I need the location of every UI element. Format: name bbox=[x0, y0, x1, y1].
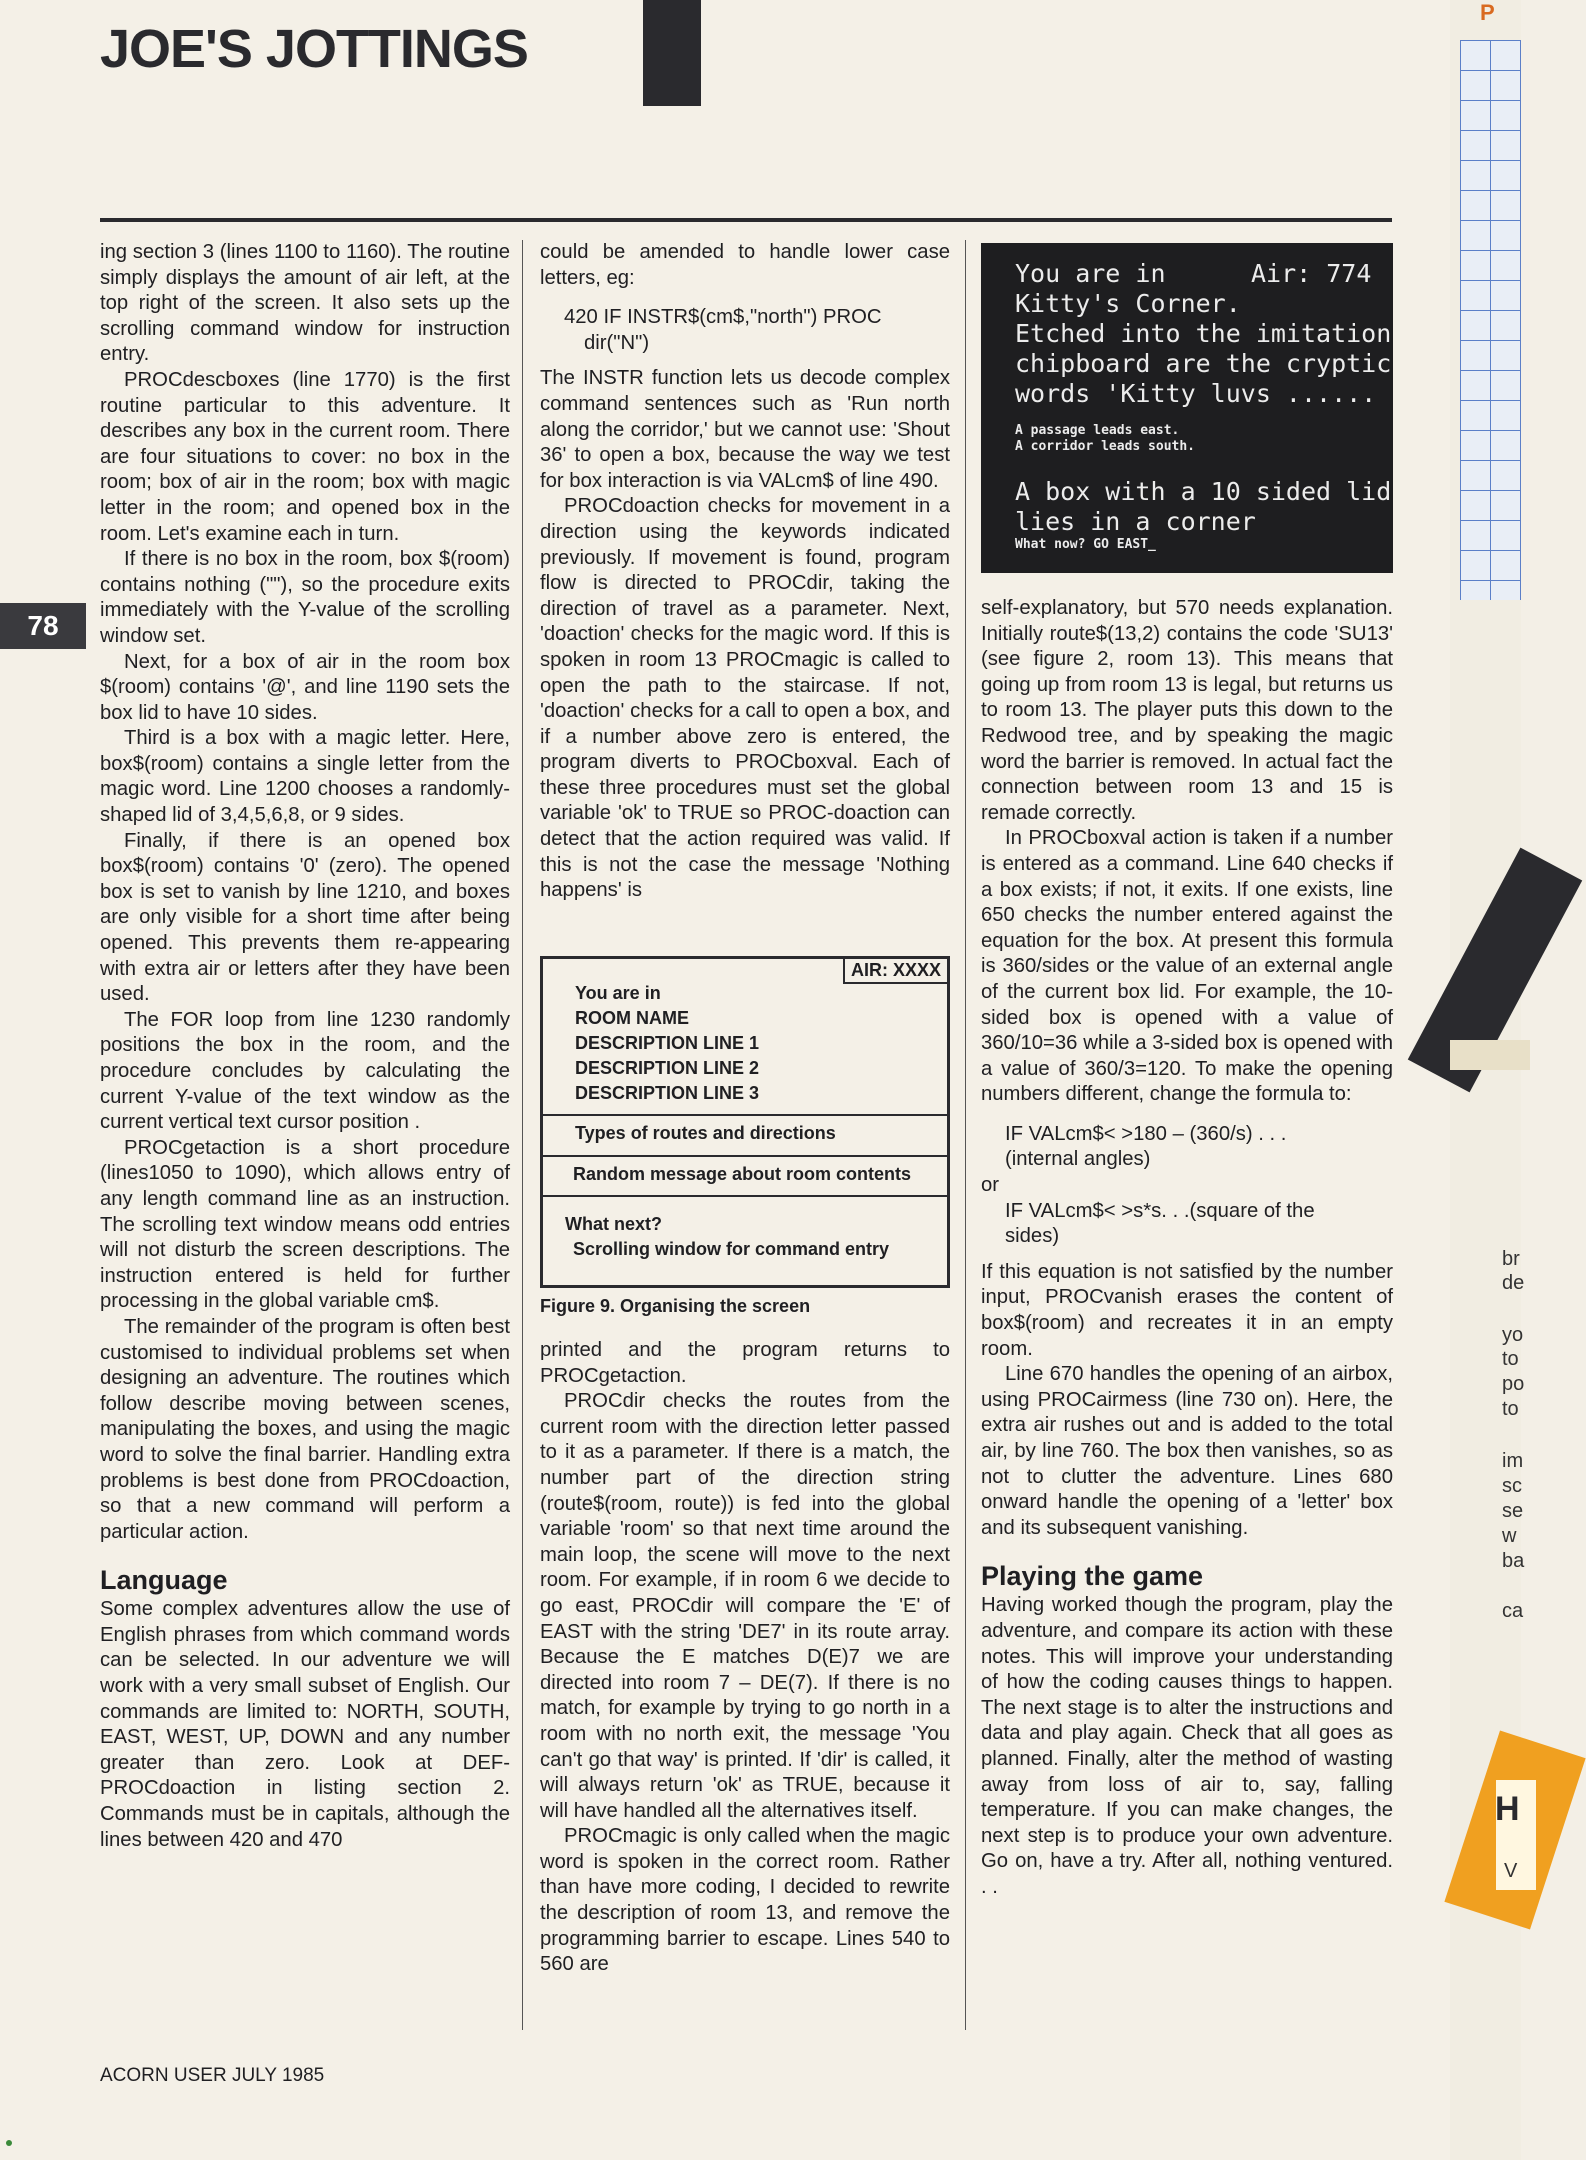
figure-divider bbox=[543, 1114, 947, 1116]
paragraph: In PROCboxval action is taken if a number is entered as a command. Line 640 checks if a box exists; if not, it exits. If one exists, line 650 checks the number entered against the equation for the box. At present this formula is 360/sides or the value of an external angle of the current box lid. For example, the 10-sided box is opened with a value of 360/10=36 while a 3-sided box is opened with a value of 360/3=120. To make the opening numbers different, change the formula to: bbox=[981, 827, 1393, 1106]
paragraph: The INSTR function lets us decode complex command sentences such as 'Run north along the corridor,' but we cannot use: 'Shout 36' to open a box, because the way we test for box interaction is via VALcm$ of line 490. bbox=[540, 367, 950, 492]
decorative-shape bbox=[1450, 1040, 1530, 1070]
paragraph: PROCdescboxes (line 1770) is the first routine particular to this adventure. It describes any box in the current room. There are four situations to cover: no box in the room; box of air in the room; box with magic letter in the room; and opened box in the room. Let's examine each in turn. bbox=[100, 368, 510, 545]
figure-caption: Figure 9. Organising the screen bbox=[540, 1296, 811, 1316]
facing-page-edge bbox=[1450, 0, 1525, 2160]
code-or: or bbox=[981, 1174, 1000, 1197]
paragraph: PROCdir checks the routes from the current room with the direction letter passed to it as a parameter. If there is a match, the number part of the direction string (route$(room, route)) is fed into the global variable 'room' so that next time around the main loop, the scene will move to the next room. For example, if in room 6 we decide to go east, PROCdir will compare the 'E' of EAST with the string 'DE7' in its route array. Because the E matches D(E)7 we are directed into room 7 – DE(7). If there is no match, for example by trying to go north in a room with no north exit, the message 'You can't go that way' is printed. If 'dir' is called, it will always return 'ok' as TRUE, because it will have handled all the alternatives itself. bbox=[540, 1390, 950, 1822]
paragraph: Third is a box with a magic letter. Here, box$(room) contains a single letter from the magic word. Line 1200 chooses a randomly-shaped lid of 3,4,5,6,8, or 9 sides. bbox=[100, 727, 510, 827]
paragraph: Some complex adventures allow the use of English phrases from which command words can be selected. In our adventure we will work with a very small subset of English. Our commands are limited to: NORTH, SOUTH, EAST, WEST, UP, DOWN and any number greater than zero. Look at DEF-PROCdoaction in listing section 2. Commands must be in capitals, although the lines between 420 and 470 bbox=[100, 1598, 510, 1851]
figure-line: What next? bbox=[565, 1214, 662, 1234]
screen-line: words 'Kitty luvs ...... bbox=[1015, 379, 1377, 408]
figure-line: DESCRIPTION LINE 3 bbox=[575, 1083, 760, 1103]
header-rule bbox=[100, 218, 1392, 222]
column-2-bottom bbox=[540, 1338, 950, 1978]
air-indicator: AIR: XXXX bbox=[843, 959, 947, 984]
footer: ACORN USER JULY 1985 bbox=[100, 2065, 325, 2086]
screen-prompt: What now? GO EAST_ bbox=[1015, 537, 1156, 552]
edge-letter: H bbox=[1495, 1790, 1520, 1828]
code-line: sides) bbox=[1005, 1225, 1060, 1248]
figure-line: Random message about room contents bbox=[573, 1164, 912, 1184]
figure-line: DESCRIPTION LINE 1 bbox=[575, 1033, 760, 1053]
code-line: (internal angles) bbox=[1005, 1148, 1151, 1171]
screen-line: A corridor leads south. bbox=[1015, 439, 1196, 454]
text-fragment: im bbox=[1502, 1450, 1524, 1472]
column-3 bbox=[981, 596, 1393, 1901]
code-line: dir("N") bbox=[584, 331, 650, 354]
figure-divider bbox=[543, 1195, 947, 1197]
paragraph: Having worked though the program, play the adventure, and compare its action with these notes. This will improve your understanding of how the coding causes things to happen. The next stage is to alter the instructions and data and play again. Check that all goes as planned. Finally, alter the method of wasting away from loss of air to, say, falling temperature. If you can make changes, the next step is to produce your own adventure. Go on, have a try. After all, nothing ventured. . . bbox=[981, 1594, 1393, 1898]
screen-layout-figure bbox=[540, 956, 950, 1288]
page-title: JOE'S JOTTINGS bbox=[100, 19, 528, 79]
text-fragment: po bbox=[1502, 1373, 1525, 1395]
screen-line: A box with a 10 sided lid bbox=[1015, 477, 1392, 506]
page-number: 78 bbox=[0, 603, 86, 649]
paragraph: Line 670 handles the opening of an airbox, using PROCairmess (line 730 on). Here, the extra air rushes out and is added to the total air, by line 760. The box then vanishes, so as not to clutter the adventure. Lines 680 onward handle the opening of a 'letter' box and its subsequent vanishing. bbox=[981, 1363, 1393, 1539]
figure-divider bbox=[543, 1155, 947, 1157]
paragraph: printed and the program returns to PROCgetaction. bbox=[540, 1339, 950, 1387]
screen-line: A passage leads east. bbox=[1015, 423, 1180, 438]
paragraph: The remainder of the program is often best customised to individual problems set when designing an adventure. The routines which follow describe moving between scenes, manipulating the boxes, and using the magic word to solve the final barrier. Handling extra problems is best done from PROCdoaction, so that a new command will perform a particular action. bbox=[100, 1315, 510, 1543]
figure-line: You are in bbox=[575, 983, 661, 1003]
figure-line: DESCRIPTION LINE 2 bbox=[575, 1058, 760, 1078]
paragraph: PROCdoaction checks for movement in a direction using the keywords indicated previously. If movement is found, program flow is directed to PROCdir, taking the direction of travel as a parameter. Next, 'doaction' checks for the magic word. If this is spoken in room 13 PROCmagic is called to open the path to the staircase. If not, 'doaction' checks for a call to open a box, and if a number above zero is entered, the program diverts to PROCboxval. Each of these three procedures must set the global variable 'ok' to TRUE so PROC-doaction can detect that the action required was valid. If this is not the case the message 'Nothing happens' is bbox=[540, 495, 950, 902]
text-fragment: se bbox=[1502, 1500, 1524, 1522]
paragraph: Finally, if there is an opened box box$(room) contains '0' (zero). The opened box is set to vanish by line 1210, and boxes are only visible for a short time after being opened. This prevents them re-appearing with extra air or letters after they have been used. bbox=[100, 829, 510, 1006]
column-1 bbox=[100, 240, 510, 1853]
paragraph: self-explanatory, but 570 needs explanation. Initially route$(13,2) contains the code 'SU13' (see figure 2, room 13). This means that going up from room 13 is legal, but returns us to room 13. The player puts this down to the Redwood tree, and by speaking the magic word the barrier is removed. In actual fact the connection between room 13 and 15 is remade correctly. bbox=[981, 597, 1393, 824]
text-fragment: sc bbox=[1502, 1475, 1522, 1497]
screen-air: Air: 774 bbox=[1251, 259, 1372, 288]
column-divider bbox=[522, 240, 523, 2030]
section-heading-playing: Playing the game bbox=[981, 1561, 1204, 1592]
text-fragment: de bbox=[1502, 1272, 1525, 1294]
paragraph: could be amended to handle lower case letters, eg: bbox=[540, 241, 950, 289]
code-sample bbox=[540, 305, 950, 356]
paragraph: If this equation is not satisfied by the number input, PROCvanish erases the content of box$(room) and recreates it in an empty room. bbox=[981, 1260, 1393, 1360]
code-line: IF VALcm$< >s*s. . .(square of the bbox=[1005, 1199, 1315, 1222]
screen-line: You are in bbox=[1015, 259, 1166, 288]
grid-graphic bbox=[1460, 40, 1521, 600]
edge-letter: V bbox=[1504, 1860, 1518, 1882]
paragraph: Next, for a box of air in the room box $(room) contains '@', and line 1190 sets the box lid to have 10 sides. bbox=[100, 650, 510, 724]
screen-line: chipboard are the cryptic bbox=[1015, 349, 1392, 378]
game-screenshot bbox=[981, 243, 1393, 573]
screen-line: Kitty's Corner. bbox=[1015, 289, 1241, 318]
paragraph: If there is no box in the room, box $(room) contains nothing (""), so the procedure exits immediately with the Y-value of the scrolling window set. bbox=[100, 548, 510, 647]
screen-line: Etched into the imitation bbox=[1015, 319, 1392, 348]
figure-line: Scrolling window for command entry bbox=[573, 1239, 890, 1259]
text-fragment: yo bbox=[1502, 1324, 1524, 1346]
text-fragment: ba bbox=[1502, 1550, 1525, 1572]
figure-line: Types of routes and directions bbox=[575, 1123, 836, 1143]
code-sample bbox=[981, 1122, 1393, 1250]
text-fragment: to bbox=[1502, 1348, 1519, 1370]
text-fragment: br bbox=[1502, 1248, 1520, 1270]
column-2-top bbox=[540, 240, 950, 904]
masthead-block bbox=[643, 0, 701, 106]
figure-line: ROOM NAME bbox=[575, 1008, 689, 1028]
text-fragment: ca bbox=[1502, 1600, 1524, 1622]
column-divider bbox=[965, 240, 966, 2030]
paragraph: The FOR loop from line 1230 randomly positions the box in the room, and the procedure concludes by calculating the current Y-value of the text window as the current vertical text cursor position . bbox=[100, 1008, 510, 1134]
screen-line: lies in a corner bbox=[1015, 507, 1256, 536]
code-line: IF VALcm$< >180 – (360/s) . . . bbox=[1005, 1122, 1287, 1145]
edge-letter: P bbox=[1480, 0, 1495, 25]
print-mark bbox=[6, 2140, 12, 2146]
paragraph: PROCmagic is only called when the magic word is spoken in the correct room. Rather than have more coding, I decided to rewrite the description of room 13, and remove the programming barrier to escape. Lines 540 to 560 are bbox=[540, 1825, 950, 1976]
paragraph: PROCgetaction is a short procedure (lines1050 to 1090), which allows entry of any length command line as an instruction. The scrolling text window means odd entries will not disturb the screen descriptions. The instruction entered is held for further processing in the global variable cm$. bbox=[100, 1136, 510, 1313]
section-heading-language: Language bbox=[100, 1565, 228, 1596]
code-line: 420 IF INSTR$(cm$,"north") PROC bbox=[564, 306, 882, 329]
text-fragment: to bbox=[1502, 1398, 1519, 1420]
paragraph: ing section 3 (lines 1100 to 1160). The routine simply displays the amount of air left, at the top right of the screen. It also sets up the scrolling command window for instruction entry. bbox=[100, 241, 510, 366]
text-fragment: w bbox=[1502, 1525, 1517, 1547]
